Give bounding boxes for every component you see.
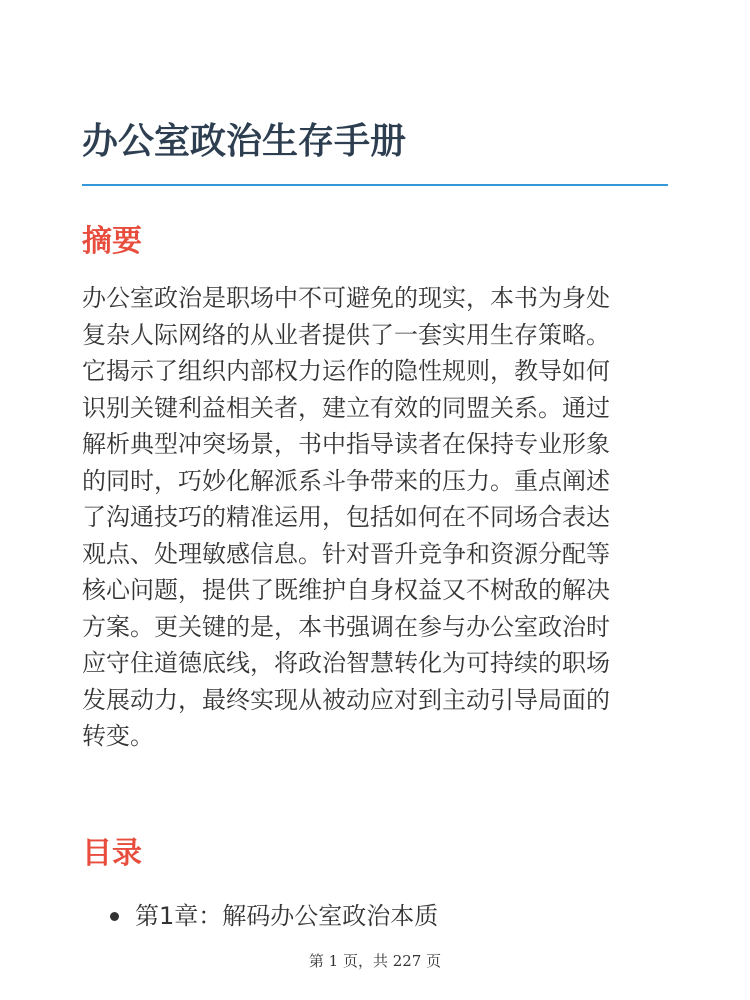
bullet-icon xyxy=(110,912,119,921)
abstract-line: 应守住道德底线，将政治智慧转化为可持续的职场 xyxy=(82,649,610,677)
abstract-line: 转变。 xyxy=(82,722,154,750)
abstract-heading: 摘要 xyxy=(82,224,142,259)
page-number-footer: 第 1 页，共 227 页 xyxy=(308,952,442,970)
abstract-line: 办公室政治是职场中不可避免的现实，本书为身处 xyxy=(82,284,610,312)
abstract-line: 方案。更关键的是，本书强调在参与办公室政治时 xyxy=(82,612,610,641)
toc-list xyxy=(110,898,438,934)
abstract-line: 了沟通技巧的精准运用，包括如何在不同场合表达 xyxy=(82,503,610,531)
toc-item-chapter-1[interactable] xyxy=(110,898,438,934)
abstract-line: 它揭示了组织内部权力运作的隐性规则，教导如何 xyxy=(82,357,610,385)
abstract-line: 观点、处理敏感信息。针对晋升竞争和资源分配等 xyxy=(82,539,610,568)
abstract-line: 解析典型冲突场景，书中指导读者在保持专业形象 xyxy=(82,430,610,458)
abstract-line: 识别关键利益相关者，建立有效的同盟关系。通过 xyxy=(82,393,610,422)
abstract-line: 复杂人际网络的从业者提供了一套实用生存策略。 xyxy=(82,320,610,349)
toc-heading: 目录 xyxy=(82,836,142,871)
title-divider xyxy=(82,184,668,186)
document-title: 办公室政治生存手册 xyxy=(82,121,407,162)
abstract-line: 发展动力，最终实现从被动应对到主动引导局面的 xyxy=(82,685,610,714)
toc-item-label: 第1章：解码办公室政治本质 xyxy=(135,902,439,930)
abstract-line: 的同时，巧妙化解派系斗争带来的压力。重点阐述 xyxy=(82,466,610,495)
abstract-paragraph xyxy=(82,280,672,755)
abstract-line: 核心问题，提供了既维护自身权益又不树敌的解决 xyxy=(82,576,610,604)
